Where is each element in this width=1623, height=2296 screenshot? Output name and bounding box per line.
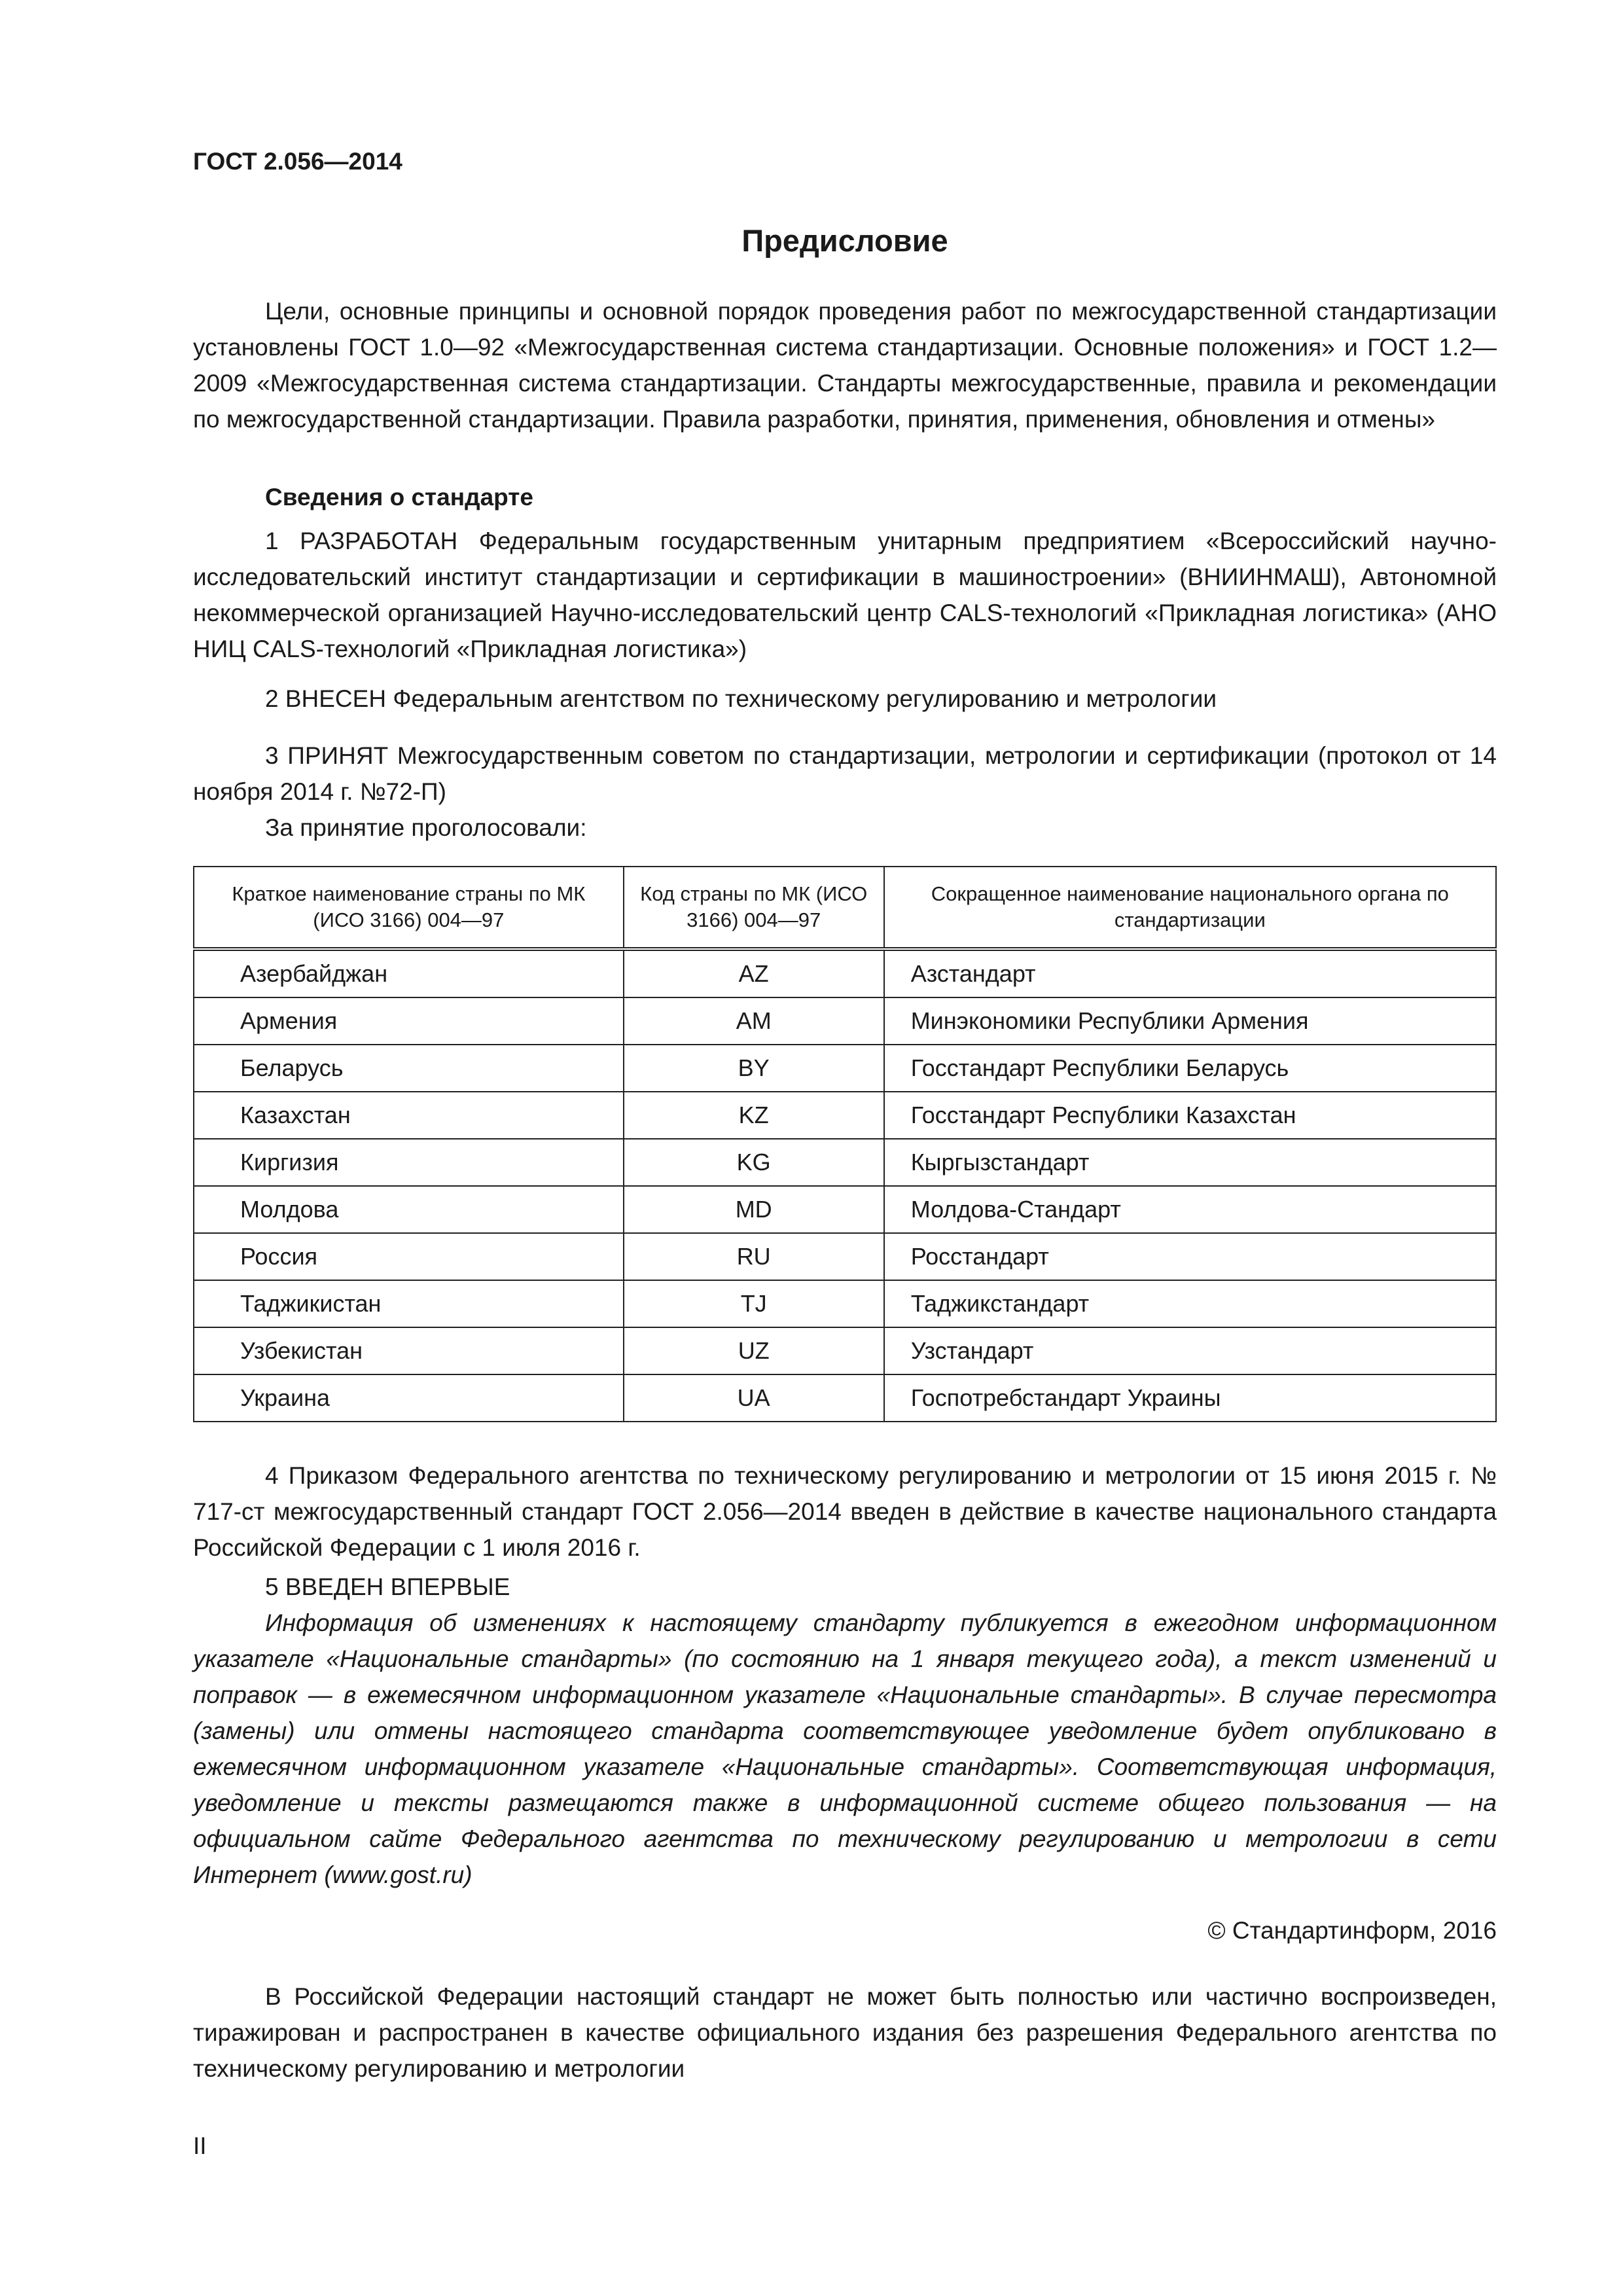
table-row bbox=[194, 1327, 1496, 1374]
body-cell: Кыргызстандарт bbox=[884, 1139, 1496, 1186]
country-cell: Узбекистан bbox=[194, 1327, 624, 1374]
body-cell: Таджикстандарт bbox=[884, 1280, 1496, 1327]
item-2-paragraph: 2 ВНЕСЕН Федеральным агентством по техническому регулированию и метрологии bbox=[265, 685, 1217, 712]
country-cell: Молдова bbox=[194, 1186, 624, 1233]
country-cell: Таджикистан bbox=[194, 1280, 624, 1327]
body-cell: Госпотребстандарт Украины bbox=[884, 1374, 1496, 1422]
body-cell: Росстандарт bbox=[884, 1233, 1496, 1280]
table-row bbox=[194, 949, 1496, 997]
code-cell: AZ bbox=[624, 949, 884, 997]
code-cell: BY bbox=[624, 1045, 884, 1092]
column-header-body: Сокращенное наименование национального органа по стандартизации bbox=[884, 867, 1496, 949]
item-5-note: Информация об изменениях к настоящему стандарту публикуется в ежегодном информационном указателе «Национальные стандарты» (по состоянию на 1 января текущего года), а текст изменений и поправок — в ежемесячном информационном указателе «Национальные стандарты». В случае пересмотра (замены) или отмены настоящего стандарта соответствующее уведомление будет опубликовано в ежемесячном информационном указателе «Национальные стандарты». Соответствующая информация, уведомление и тексты размещаются также в информационной системе общего пользования — на официальном сайте Федерального агентства по техническому регулированию и метрологии в сети Интернет (www.gost.ru) bbox=[193, 1609, 1497, 1888]
code-cell: KG bbox=[624, 1139, 884, 1186]
intro-paragraph: Цели, основные принципы и основной порядок проведения работ по межгосударственной стандартизации установлены ГОСТ 1.0—92 «Межгосударственная система стандартизации. Основные положения» и ГОСТ 1.2—2009 «Межгосударственная система стандартизации. Стандарты межгосударственные, правила и рекомендации по межгосударственной стандартизации. Правила разработки, принятия, применения, обновления и отмены» bbox=[193, 298, 1497, 433]
column-header-country: Краткое наименование страны по МК (ИСО 3166) 004—97 bbox=[194, 867, 624, 949]
table-header-row bbox=[194, 867, 1496, 949]
code-cell: UA bbox=[624, 1374, 884, 1422]
document-header: ГОСТ 2.056—2014 bbox=[193, 148, 402, 175]
body-cell: Молдова-Стандарт bbox=[884, 1186, 1496, 1233]
code-cell: UZ bbox=[624, 1327, 884, 1374]
country-cell: Беларусь bbox=[194, 1045, 624, 1092]
country-cell: Армения bbox=[194, 997, 624, 1045]
body-cell: Госстандарт Республики Беларусь bbox=[884, 1045, 1496, 1092]
table-row bbox=[194, 997, 1496, 1045]
table-row bbox=[194, 1374, 1496, 1422]
column-header-code: Код страны по МК (ИСО 3166) 004—97 bbox=[624, 867, 884, 949]
copyright-line: © Стандартинформ, 2016 bbox=[1207, 1917, 1497, 1944]
item-4-paragraph: 4 Приказом Федерального агентства по техническому регулированию и метрологии от 15 июня 2015 г. № 717-ст межгосударственный стандарт ГОСТ 2.056—2014 введен в действие в качестве национального стандарта Российской Федерации с 1 июля 2016 г. bbox=[193, 1462, 1497, 1561]
body-cell: Азстандарт bbox=[884, 949, 1496, 997]
code-cell: TJ bbox=[624, 1280, 884, 1327]
country-cell: Россия bbox=[194, 1233, 624, 1280]
table-row bbox=[194, 1092, 1496, 1139]
section-title: Предисловие bbox=[741, 223, 948, 258]
table-row bbox=[194, 1280, 1496, 1327]
table-row bbox=[194, 1139, 1496, 1186]
body-cell: Минэкономики Республики Армения bbox=[884, 997, 1496, 1045]
voted-caption: За принятие проголосовали: bbox=[265, 814, 587, 841]
page-number: II bbox=[193, 2132, 207, 2159]
code-cell: KZ bbox=[624, 1092, 884, 1139]
code-cell: RU bbox=[624, 1233, 884, 1280]
table-row bbox=[194, 1186, 1496, 1233]
code-cell: MD bbox=[624, 1186, 884, 1233]
reproduction-notice: В Российской Федерации настоящий стандарт не может быть полностью или частично воспроизведен, тиражирован и распространен в качестве официального издания без разрешения Федерального агентства по техническому регулированию и метрологии bbox=[193, 1983, 1497, 2082]
country-cell: Украина bbox=[194, 1374, 624, 1422]
item-5-heading: 5 ВВЕДЕН ВПЕРВЫЕ bbox=[265, 1573, 510, 1600]
body-cell: Госстандарт Республики Казахстан bbox=[884, 1092, 1496, 1139]
item-1-paragraph: 1 РАЗРАБОТАН Федеральным государственным унитарным предприятием «Всероссийский научно-исследовательский институт стандартизации и сертификации в машиностроении» (ВНИИНМАШ), Автономной некоммерческой организацией Научно-исследовательский центр CALS-технологий «Прикладная логистика» (АНО НИЦ CALS-технологий «Прикладная логистика») bbox=[193, 528, 1497, 662]
country-cell: Казахстан bbox=[194, 1092, 624, 1139]
table-row bbox=[194, 1233, 1496, 1280]
voting-table bbox=[193, 866, 1497, 1422]
item-3-paragraph: 3 ПРИНЯТ Межгосударственным советом по стандартизации, метрологии и сертификации (протокол от 14 ноября 2014 г. №72-П) bbox=[193, 742, 1497, 805]
body-cell: Узстандарт bbox=[884, 1327, 1496, 1374]
country-cell: Киргизия bbox=[194, 1139, 624, 1186]
table-row bbox=[194, 1045, 1496, 1092]
info-heading: Сведения о стандарте bbox=[265, 484, 533, 511]
country-cell: Азербайджан bbox=[194, 949, 624, 997]
code-cell: AM bbox=[624, 997, 884, 1045]
